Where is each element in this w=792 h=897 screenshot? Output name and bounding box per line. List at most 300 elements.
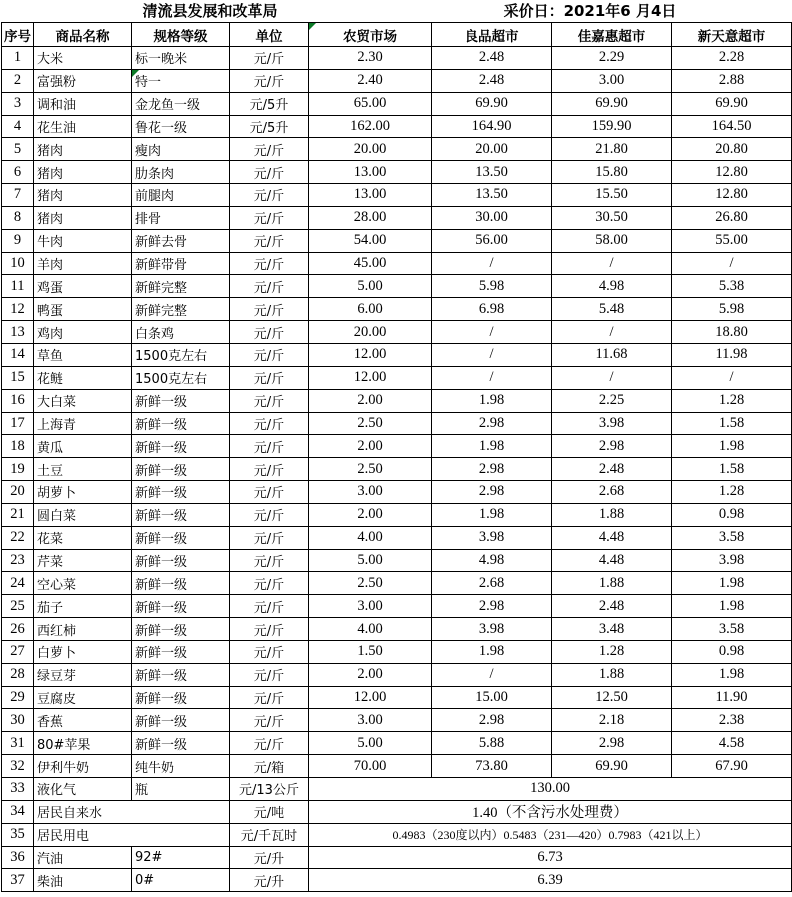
cell-product-name: 居民自来水	[34, 800, 230, 823]
table-row	[2, 184, 792, 207]
column-header-spec-grade: 规格等级	[132, 23, 230, 47]
cell-index: 31	[2, 732, 34, 755]
cell-price-farmers-market: 4.00	[309, 526, 432, 549]
cell-index: 36	[2, 846, 34, 869]
cell-price-xintianyi: 3.98	[672, 549, 792, 572]
cell-price-jiajiahui: 11.68	[552, 343, 672, 366]
price-date-label: 采价日：2021年6 月4日	[503, 2, 677, 20]
cell-price-liangpin: 2.48	[432, 47, 552, 70]
cell-index: 29	[2, 686, 34, 709]
cell-index: 17	[2, 412, 34, 435]
cell-index: 27	[2, 640, 34, 663]
table-row	[2, 229, 792, 252]
cell-price-jiajiahui: 1.88	[552, 572, 672, 595]
table-row	[2, 161, 792, 184]
cell-price-farmers-market: 2.00	[309, 503, 432, 526]
cell-product-name: 花菜	[34, 526, 132, 549]
cell-spec-grade: 新鲜一级	[132, 503, 230, 526]
cell-price-liangpin: 20.00	[432, 138, 552, 161]
cell-price-xintianyi: 0.98	[672, 503, 792, 526]
table-row	[2, 366, 792, 389]
cell-price-farmers-market: 3.00	[309, 481, 432, 504]
cell-price-farmers-market: 2.50	[309, 412, 432, 435]
cell-price-liangpin: 2.98	[432, 709, 552, 732]
cell-price-jiajiahui: 3.48	[552, 618, 672, 641]
table-row	[2, 572, 792, 595]
cell-price-farmers-market: 162.00	[309, 115, 432, 138]
cell-product-name: 空心菜	[34, 572, 132, 595]
table-row	[2, 206, 792, 229]
cell-price-jiajiahui: 2.48	[552, 595, 672, 618]
cell-product-name: 80#苹果	[34, 732, 132, 755]
cell-unit: 元/斤	[230, 321, 309, 344]
cell-product-name: 猪肉	[34, 161, 132, 184]
cell-price-farmers-market: 2.50	[309, 572, 432, 595]
cell-merged-value: 6.73	[309, 846, 792, 869]
column-header-market-xintianyi: 新天意超市	[672, 23, 792, 47]
cell-price-farmers-market: 28.00	[309, 206, 432, 229]
cell-price-liangpin: /	[432, 252, 552, 275]
table-row	[2, 640, 792, 663]
cell-spec-grade: 新鲜一级	[132, 481, 230, 504]
cell-product-name: 大米	[34, 47, 132, 70]
cell-price-farmers-market: 20.00	[309, 138, 432, 161]
cell-price-liangpin: 73.80	[432, 755, 552, 778]
cell-price-farmers-market: 12.00	[309, 343, 432, 366]
cell-price-xintianyi: 55.00	[672, 229, 792, 252]
cell-index: 9	[2, 229, 34, 252]
cell-spec-grade: 新鲜一级	[132, 732, 230, 755]
cell-product-name: 豆腐皮	[34, 686, 132, 709]
cell-index: 34	[2, 800, 34, 823]
cell-spec-grade: 白条鸡	[132, 321, 230, 344]
cell-index: 24	[2, 572, 34, 595]
cell-unit: 元/斤	[230, 526, 309, 549]
column-header-unit: 单位	[230, 23, 309, 47]
cell-unit: 元/斤	[230, 206, 309, 229]
cell-merged-value: 0.4983（230度以内）0.5483（231—420）0.7983（421以上）	[309, 823, 792, 846]
cell-unit: 元/斤	[230, 481, 309, 504]
cell-product-name: 居民用电	[34, 823, 230, 846]
table-row	[2, 503, 792, 526]
cell-index: 10	[2, 252, 34, 275]
cell-unit: 元/升	[230, 869, 309, 892]
price-table	[1, 22, 792, 892]
cell-unit: 元/斤	[230, 640, 309, 663]
column-header-index: 序号	[2, 23, 34, 47]
cell-spec-grade: 新鲜一级	[132, 618, 230, 641]
cell-index: 13	[2, 321, 34, 344]
cell-price-farmers-market: 5.00	[309, 549, 432, 572]
cell-index: 35	[2, 823, 34, 846]
cell-price-xintianyi: 11.98	[672, 343, 792, 366]
title-bar	[0, 0, 792, 22]
table-row	[2, 69, 792, 92]
table-row	[2, 869, 792, 892]
cell-price-xintianyi: 3.58	[672, 526, 792, 549]
table-row	[2, 458, 792, 481]
cell-unit: 元/斤	[230, 503, 309, 526]
cell-price-xintianyi: 1.28	[672, 481, 792, 504]
cell-price-liangpin: 1.98	[432, 435, 552, 458]
cell-price-xintianyi: 1.98	[672, 595, 792, 618]
cell-price-xintianyi: 4.58	[672, 732, 792, 755]
cell-price-farmers-market: 3.00	[309, 595, 432, 618]
cell-price-farmers-market: 20.00	[309, 321, 432, 344]
table-row	[2, 778, 792, 801]
cell-product-name: 鸡蛋	[34, 275, 132, 298]
cell-price-liangpin: 2.98	[432, 458, 552, 481]
cell-price-jiajiahui: 2.68	[552, 481, 672, 504]
cell-price-farmers-market: 2.40	[309, 69, 432, 92]
table-row	[2, 800, 792, 823]
cell-spec-grade: 新鲜一级	[132, 458, 230, 481]
cell-unit: 元/斤	[230, 275, 309, 298]
cell-product-name: 花鲢	[34, 366, 132, 389]
cell-spec-grade: 1500克左右	[132, 366, 230, 389]
cell-price-farmers-market: 65.00	[309, 92, 432, 115]
column-header-market-jiajiahui: 佳嘉惠超市	[552, 23, 672, 47]
cell-price-farmers-market: 6.00	[309, 298, 432, 321]
table-row	[2, 412, 792, 435]
cell-price-xintianyi: 5.38	[672, 275, 792, 298]
cell-product-name: 黄瓜	[34, 435, 132, 458]
cell-unit: 元/箱	[230, 755, 309, 778]
cell-index: 28	[2, 663, 34, 686]
cell-spec-grade: 标一晚米	[132, 47, 230, 70]
cell-spec-grade: 排骨	[132, 206, 230, 229]
cell-spec-grade: 纯牛奶	[132, 755, 230, 778]
cell-price-xintianyi: 67.90	[672, 755, 792, 778]
cell-price-xintianyi: 1.98	[672, 572, 792, 595]
cell-index: 23	[2, 549, 34, 572]
cell-price-jiajiahui: 15.80	[552, 161, 672, 184]
cell-unit: 元/升	[230, 846, 309, 869]
cell-price-jiajiahui: 69.90	[552, 755, 672, 778]
cell-price-farmers-market: 1.50	[309, 640, 432, 663]
cell-spec-grade: 新鲜一级	[132, 595, 230, 618]
cell-price-jiajiahui: 2.18	[552, 709, 672, 732]
cell-price-xintianyi: 3.58	[672, 618, 792, 641]
cell-price-jiajiahui: 2.29	[552, 47, 672, 70]
cell-price-xintianyi: 18.80	[672, 321, 792, 344]
cell-price-liangpin: /	[432, 343, 552, 366]
cell-spec-grade: 新鲜带骨	[132, 252, 230, 275]
cell-product-name: 胡萝卜	[34, 481, 132, 504]
cell-unit: 元/斤	[230, 663, 309, 686]
cell-product-name: 羊肉	[34, 252, 132, 275]
cell-unit: 元/斤	[230, 229, 309, 252]
cell-price-jiajiahui: 5.48	[552, 298, 672, 321]
cell-product-name: 草鱼	[34, 343, 132, 366]
cell-price-liangpin: 3.98	[432, 526, 552, 549]
cell-spec-grade: 新鲜一级	[132, 526, 230, 549]
cell-spec-grade: 新鲜一级	[132, 435, 230, 458]
cell-unit: 元/5升	[230, 115, 309, 138]
cell-price-liangpin: /	[432, 663, 552, 686]
cell-spec-grade-with-comment-marker-icon: 特一	[132, 69, 230, 92]
cell-price-farmers-market: 4.00	[309, 618, 432, 641]
cell-price-xintianyi: 2.38	[672, 709, 792, 732]
cell-price-xintianyi: /	[672, 252, 792, 275]
cell-index: 32	[2, 755, 34, 778]
cell-price-jiajiahui: 69.90	[552, 92, 672, 115]
cell-spec-grade: 新鲜一级	[132, 686, 230, 709]
cell-price-xintianyi: 5.98	[672, 298, 792, 321]
cell-price-liangpin: 13.50	[432, 184, 552, 207]
table-row	[2, 755, 792, 778]
column-header-market-liangpin: 良品超市	[432, 23, 552, 47]
cell-unit: 元/斤	[230, 47, 309, 70]
cell-price-xintianyi: 1.98	[672, 435, 792, 458]
cell-price-liangpin: 5.98	[432, 275, 552, 298]
cell-price-farmers-market: 5.00	[309, 275, 432, 298]
cell-price-liangpin: 2.98	[432, 595, 552, 618]
cell-index: 11	[2, 275, 34, 298]
cell-index: 22	[2, 526, 34, 549]
cell-product-name: 汽油	[34, 846, 132, 869]
cell-unit: 元/斤	[230, 458, 309, 481]
cell-price-liangpin: 2.98	[432, 481, 552, 504]
cell-spec-grade: 鲁花一级	[132, 115, 230, 138]
cell-unit: 元/斤	[230, 389, 309, 412]
cell-index: 25	[2, 595, 34, 618]
cell-price-farmers-market: 13.00	[309, 161, 432, 184]
cell-index: 5	[2, 138, 34, 161]
cell-product-name: 富强粉	[34, 69, 132, 92]
cell-product-name: 茄子	[34, 595, 132, 618]
cell-spec-grade: 前腿肉	[132, 184, 230, 207]
cell-spec-grade: 新鲜一级	[132, 640, 230, 663]
cell-price-farmers-market: 12.00	[309, 366, 432, 389]
cell-unit: 元/斤	[230, 184, 309, 207]
table-row	[2, 595, 792, 618]
cell-unit: 元/斤	[230, 161, 309, 184]
cell-price-jiajiahui: /	[552, 366, 672, 389]
cell-price-jiajiahui: /	[552, 252, 672, 275]
cell-price-liangpin: 6.98	[432, 298, 552, 321]
cell-price-jiajiahui: 15.50	[552, 184, 672, 207]
cell-index: 30	[2, 709, 34, 732]
cell-price-jiajiahui: 4.48	[552, 549, 672, 572]
table-row	[2, 663, 792, 686]
cell-price-jiajiahui: 4.98	[552, 275, 672, 298]
cell-spec-grade: 新鲜一级	[132, 412, 230, 435]
cell-unit: 元/斤	[230, 595, 309, 618]
cell-spec-grade: 新鲜去骨	[132, 229, 230, 252]
cell-price-jiajiahui: 21.80	[552, 138, 672, 161]
cell-price-liangpin: 13.50	[432, 161, 552, 184]
cell-price-farmers-market: 2.50	[309, 458, 432, 481]
cell-price-liangpin: 1.98	[432, 389, 552, 412]
cell-product-name: 猪肉	[34, 138, 132, 161]
cell-product-name: 芹菜	[34, 549, 132, 572]
cell-price-liangpin: 1.98	[432, 503, 552, 526]
cell-product-name: 圆白菜	[34, 503, 132, 526]
cell-product-name: 土豆	[34, 458, 132, 481]
cell-spec-grade: 新鲜完整	[132, 298, 230, 321]
cell-index: 14	[2, 343, 34, 366]
cell-price-liangpin: 3.98	[432, 618, 552, 641]
table-row	[2, 275, 792, 298]
cell-price-jiajiahui: 1.88	[552, 663, 672, 686]
cell-price-liangpin: 4.98	[432, 549, 552, 572]
cell-index: 19	[2, 458, 34, 481]
cell-price-farmers-market: 54.00	[309, 229, 432, 252]
cell-price-jiajiahui: /	[552, 321, 672, 344]
cell-price-jiajiahui: 2.98	[552, 732, 672, 755]
cell-product-name: 香蕉	[34, 709, 132, 732]
cell-spec-grade: 新鲜一级	[132, 549, 230, 572]
cell-price-xintianyi: 0.98	[672, 640, 792, 663]
table-row	[2, 389, 792, 412]
cell-index: 8	[2, 206, 34, 229]
cell-index: 33	[2, 778, 34, 801]
cell-price-jiajiahui: 3.98	[552, 412, 672, 435]
cell-price-liangpin: 2.48	[432, 69, 552, 92]
table-row	[2, 709, 792, 732]
cell-unit: 元/千瓦时	[230, 823, 309, 846]
cell-product-name: 鸭蛋	[34, 298, 132, 321]
cell-spec-grade: 新鲜一级	[132, 709, 230, 732]
cell-price-liangpin: 30.00	[432, 206, 552, 229]
cell-product-name: 花生油	[34, 115, 132, 138]
table-row	[2, 298, 792, 321]
cell-price-farmers-market: 13.00	[309, 184, 432, 207]
cell-price-farmers-market: 5.00	[309, 732, 432, 755]
cell-price-liangpin: 69.90	[432, 92, 552, 115]
cell-index: 26	[2, 618, 34, 641]
cell-price-xintianyi: 11.90	[672, 686, 792, 709]
table-row	[2, 252, 792, 275]
cell-price-farmers-market: 2.00	[309, 435, 432, 458]
cell-price-jiajiahui: 30.50	[552, 206, 672, 229]
cell-price-liangpin: 5.88	[432, 732, 552, 755]
cell-price-xintianyi: 12.80	[672, 184, 792, 207]
cell-unit: 元/斤	[230, 366, 309, 389]
cell-price-jiajiahui: 58.00	[552, 229, 672, 252]
cell-price-jiajiahui: 3.00	[552, 69, 672, 92]
cell-price-jiajiahui: 2.98	[552, 435, 672, 458]
cell-product-name: 牛肉	[34, 229, 132, 252]
cell-product-name: 鸡肉	[34, 321, 132, 344]
cell-price-farmers-market: 2.00	[309, 663, 432, 686]
cell-product-name: 猪肉	[34, 206, 132, 229]
cell-price-liangpin: 164.90	[432, 115, 552, 138]
cell-price-liangpin: /	[432, 366, 552, 389]
cell-merged-value: 1.40（不含污水处理费）	[309, 800, 792, 823]
cell-index: 4	[2, 115, 34, 138]
cell-price-xintianyi: 1.98	[672, 663, 792, 686]
cell-index: 12	[2, 298, 34, 321]
cell-merged-value: 130.00	[309, 778, 792, 801]
cell-index: 15	[2, 366, 34, 389]
cell-spec-grade: 92#	[132, 846, 230, 869]
cell-unit: 元/斤	[230, 709, 309, 732]
table-header-row	[2, 23, 792, 47]
cell-unit: 元/斤	[230, 412, 309, 435]
cell-unit: 元/斤	[230, 252, 309, 275]
cell-price-jiajiahui: 4.48	[552, 526, 672, 549]
cell-spec-grade: 瓶	[132, 778, 230, 801]
cell-unit: 元/斤	[230, 298, 309, 321]
cell-spec-grade: 肋条肉	[132, 161, 230, 184]
table-row	[2, 321, 792, 344]
table-row	[2, 549, 792, 572]
cell-price-xintianyi: 1.58	[672, 412, 792, 435]
cell-product-name: 上海青	[34, 412, 132, 435]
page-title: 清流县发展和改革局	[142, 2, 278, 20]
cell-price-xintianyi: 20.80	[672, 138, 792, 161]
cell-unit: 元/斤	[230, 686, 309, 709]
cell-spec-grade: 0#	[132, 869, 230, 892]
cell-unit: 元/斤	[230, 732, 309, 755]
table-row	[2, 435, 792, 458]
cell-product-name: 伊利牛奶	[34, 755, 132, 778]
cell-index: 21	[2, 503, 34, 526]
cell-spec-grade: 1500克左右	[132, 343, 230, 366]
cell-index: 20	[2, 481, 34, 504]
table-row	[2, 732, 792, 755]
cell-unit: 元/斤	[230, 549, 309, 572]
cell-unit: 元/吨	[230, 800, 309, 823]
cell-product-name: 液化气	[34, 778, 132, 801]
cell-price-xintianyi: 1.58	[672, 458, 792, 481]
table-row	[2, 343, 792, 366]
table-row	[2, 618, 792, 641]
cell-price-liangpin: 2.68	[432, 572, 552, 595]
cell-price-jiajiahui: 1.28	[552, 640, 672, 663]
cell-price-xintianyi: 1.28	[672, 389, 792, 412]
cell-unit: 元/斤	[230, 343, 309, 366]
cell-index: 2	[2, 69, 34, 92]
cell-price-jiajiahui: 1.88	[552, 503, 672, 526]
cell-price-xintianyi: 12.80	[672, 161, 792, 184]
cell-price-liangpin: /	[432, 321, 552, 344]
cell-spec-grade: 新鲜一级	[132, 663, 230, 686]
cell-price-farmers-market: 70.00	[309, 755, 432, 778]
cell-price-xintianyi: 69.90	[672, 92, 792, 115]
cell-price-liangpin: 15.00	[432, 686, 552, 709]
cell-price-farmers-market: 2.00	[309, 389, 432, 412]
cell-index: 16	[2, 389, 34, 412]
cell-spec-grade: 瘦肉	[132, 138, 230, 161]
cell-product-name: 调和油	[34, 92, 132, 115]
table-row	[2, 115, 792, 138]
cell-price-xintianyi: 164.50	[672, 115, 792, 138]
cell-product-name: 大白菜	[34, 389, 132, 412]
table-row	[2, 526, 792, 549]
cell-index: 18	[2, 435, 34, 458]
cell-index: 7	[2, 184, 34, 207]
table-row	[2, 138, 792, 161]
table-row	[2, 686, 792, 709]
cell-index: 3	[2, 92, 34, 115]
cell-merged-value: 6.39	[309, 869, 792, 892]
cell-product-name: 猪肉	[34, 184, 132, 207]
cell-price-xintianyi: 26.80	[672, 206, 792, 229]
cell-unit: 元/斤	[230, 138, 309, 161]
table-row	[2, 846, 792, 869]
cell-unit: 元/斤	[230, 572, 309, 595]
cell-price-jiajiahui: 159.90	[552, 115, 672, 138]
cell-product-name: 白萝卜	[34, 640, 132, 663]
cell-unit: 元/5升	[230, 92, 309, 115]
cell-product-name: 绿豆芽	[34, 663, 132, 686]
cell-price-liangpin: 1.98	[432, 640, 552, 663]
cell-price-farmers-market: 2.30	[309, 47, 432, 70]
column-header-product-name: 商品名称	[34, 23, 132, 47]
